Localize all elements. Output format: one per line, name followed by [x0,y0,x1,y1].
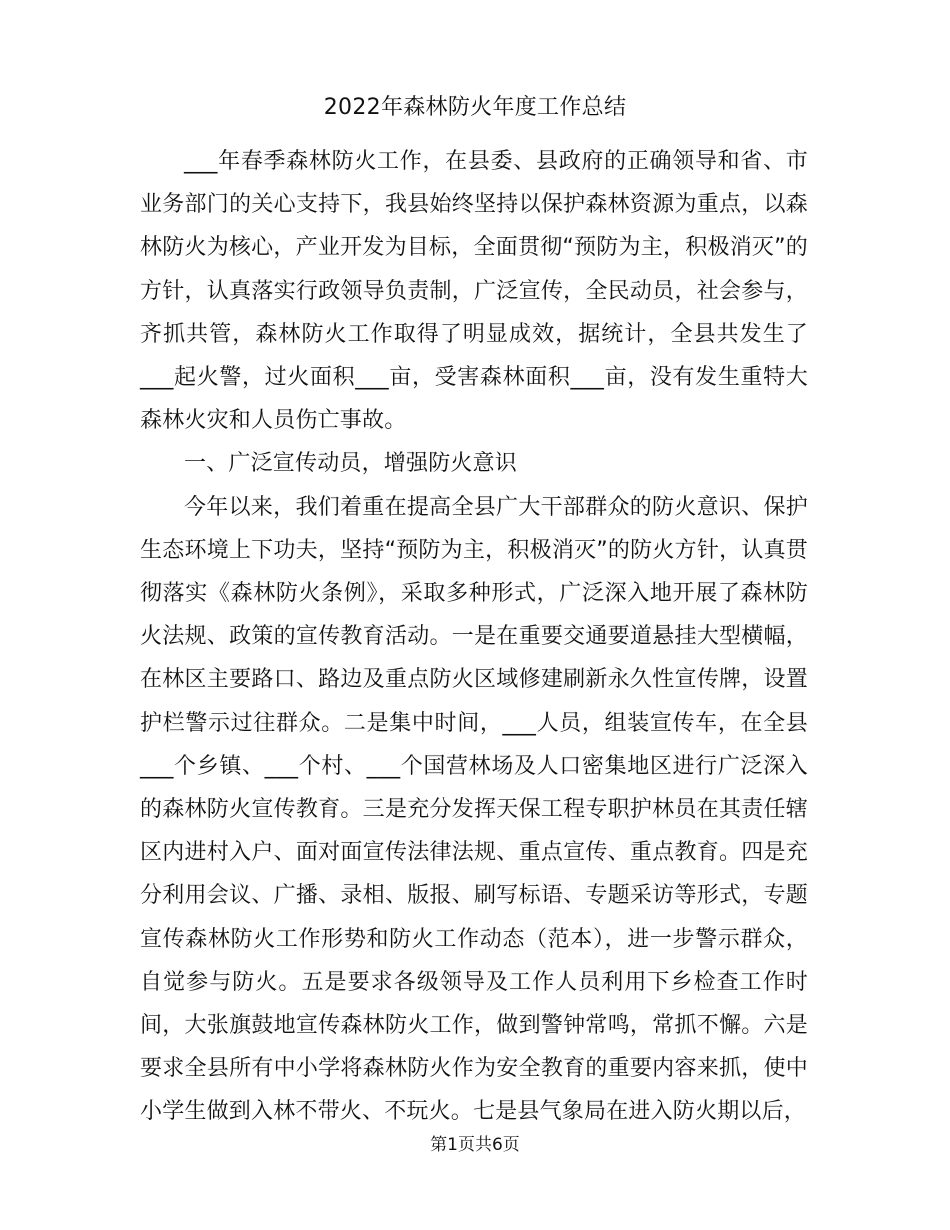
section-heading: 一、广泛宣传动员，增强防火意识 [184,451,518,477]
paragraph-section-1: 今年以来，我们着重在提高全县广大干部群众的防火意识、保护生态环境上下功夫，坚持“预防为主，积极消灭”的防火方针，认真贯彻落实《森林防火条例》，采取多种形式，广泛深入地开展了森林防火法规、政策的宣传教育活动。一是在重要交通要道悬挂大型横幅，在林区主要路口、路边及重点防火区域修建刷新永久性宣传牌，设置护栏警示过往群众。二是集中时间，___人员，组装宣传车，在全县___个乡镇、___个村、___个国营林场及人口密集地区进行广泛深入的森林防火宣传教育。三是充分发挥天保工程专职护林员在其责任辖区内进村入户、面对面宣传法律法规、重点宣传、重点教育。四是充分利用会议、广播、录相、版报、刷写标语、专题采访等形式，专题宣传森林防火工作形势和防火工作动态（范本），进一步警示群众，自觉参与防火。五是要求各级领导及工作人员利用下乡检查工作时间，大张旗鼓地宣传森林防火工作，做到警钟常鸣，常抓不懈。六是要求全县所有中小学将森林防火作为安全教育的重要内容来抓，使中小学生做到入林不带火、不玩火。七是县气象局在进入防火期以后， [140,494,808,1125]
page-number: 第1页共6页 [430,1135,520,1155]
document-title: 2022年森林防火年度工作总结 [323,95,627,120]
document-body [140,140,808,1134]
paragraph-intro: ___年春季森林防火工作，在县委、县政府的正确领导和省、市业务部门的关心支持下，我县始终坚持以保护森林资源为重点，以森林防火为核心，产业开发为目标，全面贯彻“预防为主，积极消灭”的方针，认真落实行政领导负责制，广泛宣传，全民动员，社会参与，齐抓共管，森林防火工作取得了明显成效，据统计，全县共发生了___起火警，过火面积___亩，受害森林面积___亩，没有发生重特大森林火灾和人员伤亡事故。 [140,149,808,434]
